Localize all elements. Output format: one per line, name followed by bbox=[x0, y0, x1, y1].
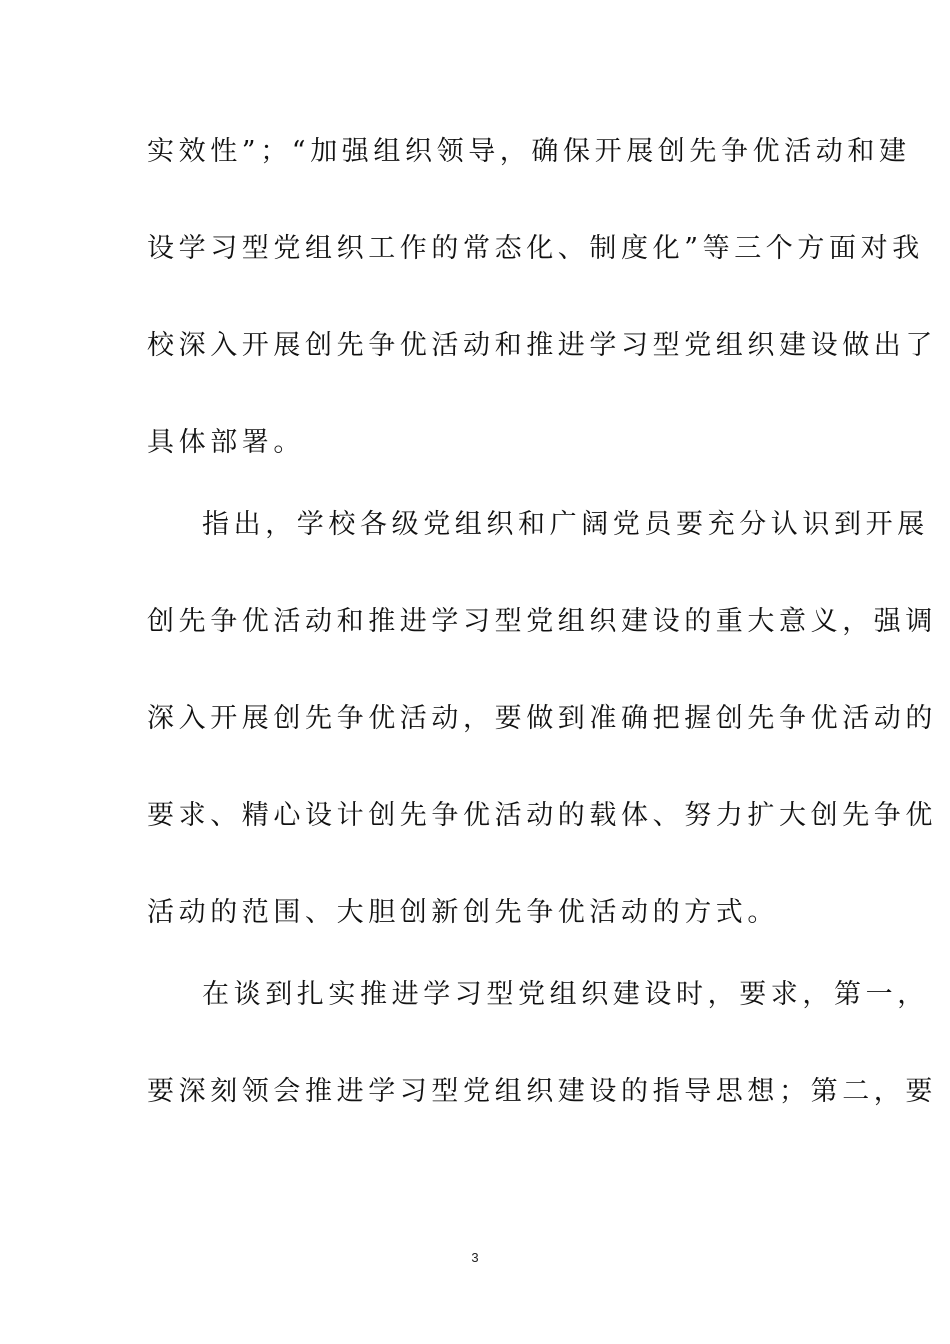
text-line: 要深刻领会推进学习型党组织建设的指导思想；第二，要 bbox=[147, 1076, 937, 1107]
text-line: 活动的范围、大胆创新创先争优活动的方式。 bbox=[147, 897, 779, 928]
paragraph-start-line: 指出，学校各级党组织和广阔党员要充分认识到开展 bbox=[202, 509, 929, 540]
text-line: 创先争优活动和推进学习型党组织建设的重大意义，强调 bbox=[147, 606, 937, 637]
text-line: 具体部署。 bbox=[147, 427, 305, 458]
text-line: 深入开展创先争优活动，要做到准确把握创先争优活动的 bbox=[147, 703, 937, 734]
text-line: 实效性”；“加强组织领导，确保开展创先争优活动和建 bbox=[147, 136, 911, 167]
paragraph-start-line: 在谈到扎实推进学习型党组织建设时，要求，第一， bbox=[202, 979, 929, 1010]
page-number: 3 bbox=[471, 1250, 479, 1265]
text-line: 校深入开展创先争优活动和推进学习型党组织建设做出了 bbox=[147, 330, 937, 361]
text-line: 要求、精心设计创先争优活动的载体、努力扩大创先争优 bbox=[147, 800, 937, 831]
text-line: 设学习型党组织工作的常态化、制度化”等三个方面对我 bbox=[147, 233, 924, 264]
